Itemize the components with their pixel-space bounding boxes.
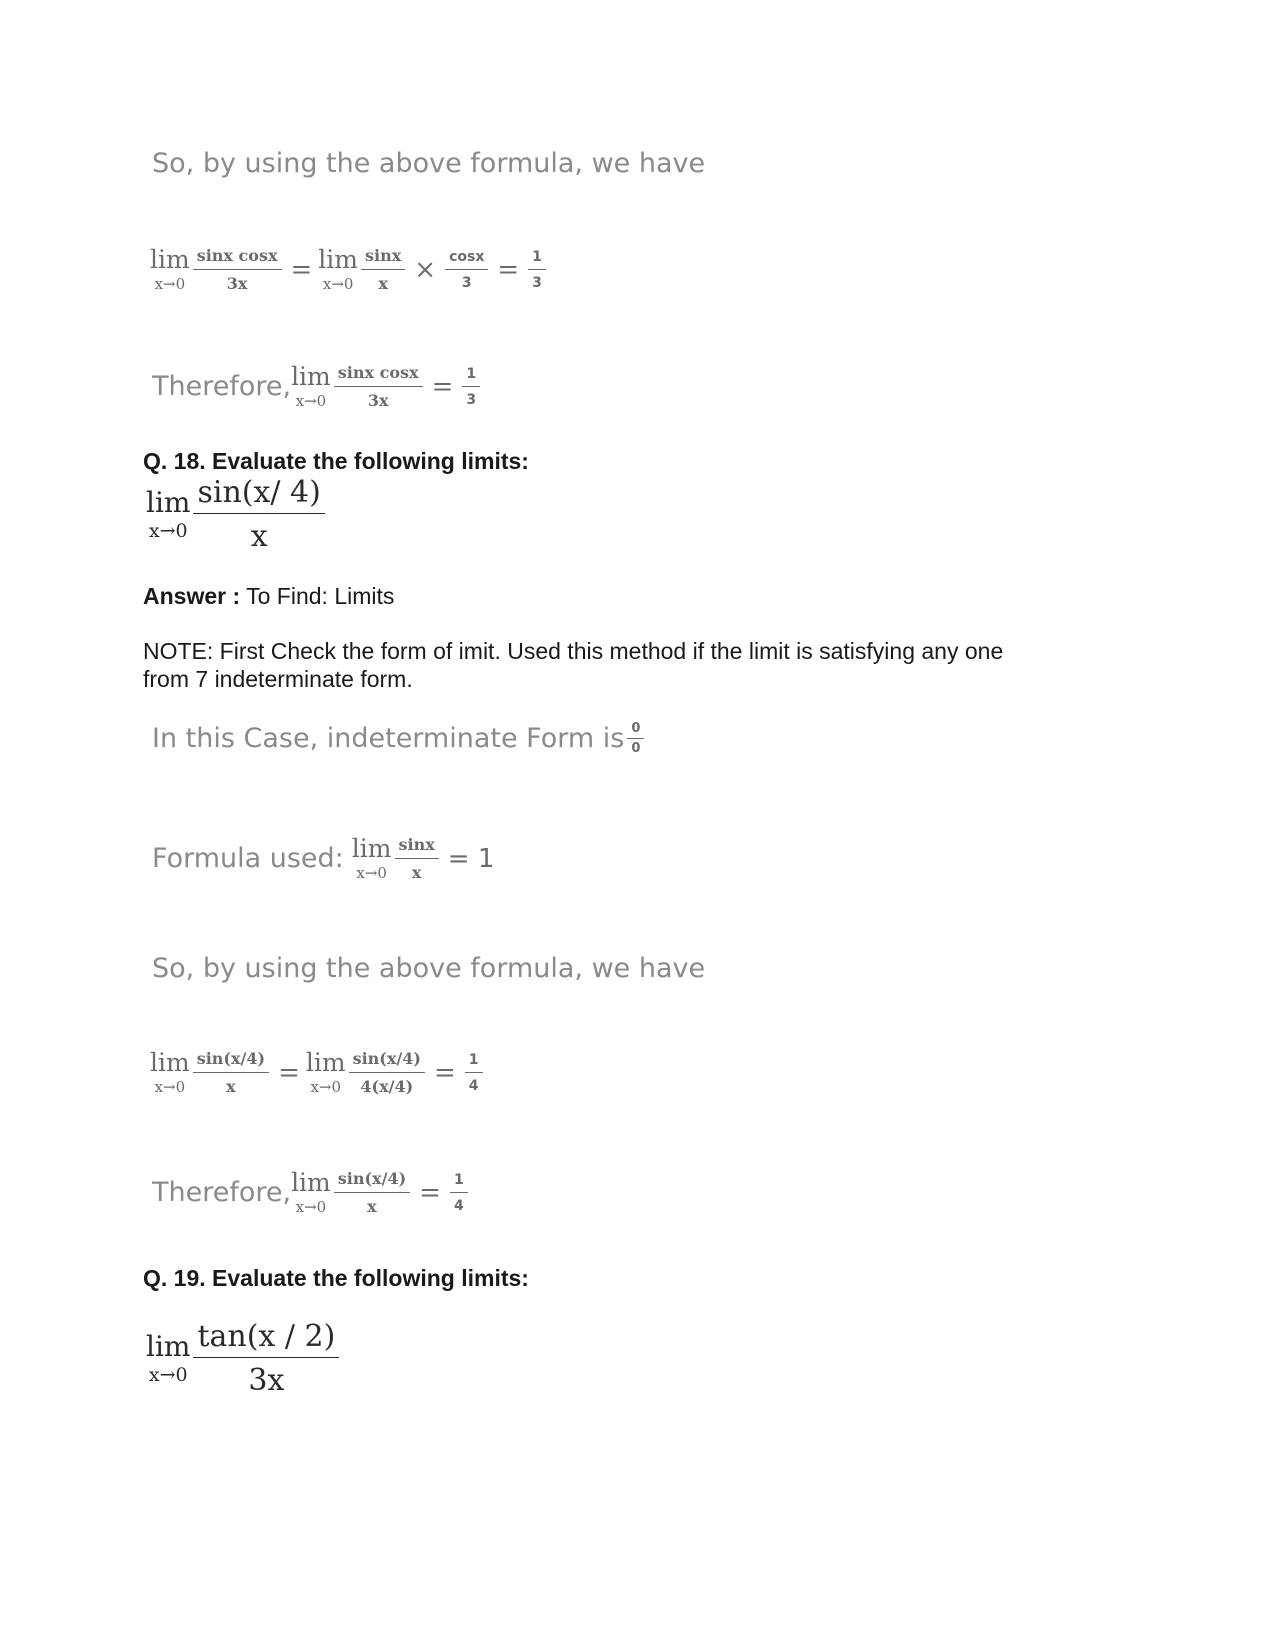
fraction — [349, 1048, 425, 1096]
fraction — [193, 1319, 339, 1398]
numerator: sinx cosx — [196, 245, 278, 265]
denominator: 3x — [248, 1363, 285, 1398]
fraction — [334, 1168, 410, 1216]
equals-sign: = — [419, 1177, 441, 1208]
numerator: tan(x / 2) — [197, 1319, 336, 1354]
denominator: x — [378, 273, 388, 293]
numerator: sinx — [398, 834, 435, 854]
denominator: 3 — [466, 391, 477, 408]
numerator: sin(x/4) — [352, 1048, 421, 1068]
lim-subscript: x→0 — [356, 864, 387, 882]
lim-word: lim — [305, 1048, 346, 1077]
lim-subscript: x→0 — [295, 392, 327, 410]
question-19-expression — [146, 1319, 342, 1398]
fraction — [465, 1053, 483, 1093]
question-19-heading: Q. 19. Evaluate the following limits: — [143, 1265, 529, 1291]
lim-subscript: x→0 — [154, 1078, 186, 1096]
fraction — [627, 722, 644, 755]
equals-sign: = — [497, 254, 520, 285]
indeterminate-form-line — [152, 722, 647, 755]
denominator: x — [411, 862, 422, 882]
case-text: In this Case, indeterminate Form is — [152, 723, 625, 754]
lim-word: lim — [150, 245, 190, 274]
lim-operator — [146, 486, 191, 542]
numerator: sin(x/4) — [196, 1048, 266, 1068]
denominator: 3 — [532, 274, 542, 291]
denominator: 3x — [367, 390, 389, 410]
lim-word: lim — [150, 1048, 190, 1077]
intro-line: So, by using the above formula, we have — [152, 148, 706, 179]
therefore-line-2 — [152, 1170, 471, 1215]
denominator: x — [226, 1076, 236, 1096]
limit-equation-2 — [150, 1050, 486, 1095]
lim-operator — [150, 1050, 190, 1095]
formula-used-line — [152, 836, 500, 881]
denominator: 3 — [461, 274, 472, 291]
denominator: x — [367, 1196, 377, 1216]
lim-operator — [291, 1170, 331, 1215]
lim-subscript: x→0 — [148, 1364, 188, 1386]
lim-word: lim — [291, 1168, 331, 1197]
lim-word: lim — [291, 362, 331, 391]
lim-operator — [306, 1050, 346, 1095]
lim-operator — [352, 836, 392, 881]
limit-equation-1 — [150, 247, 549, 292]
lim-operator — [291, 364, 331, 409]
equals-sign: = — [431, 371, 454, 402]
lim-word: lim — [351, 834, 392, 863]
numerator: sin(x/4) — [337, 1168, 407, 1188]
lim-subscript: x→0 — [310, 1078, 342, 1096]
question-18-expression — [146, 475, 328, 554]
lim-operator — [146, 1330, 191, 1386]
denominator: x — [250, 519, 268, 554]
denominator: 4(x/4) — [360, 1076, 414, 1096]
therefore-label: Therefore, — [152, 371, 292, 402]
lim-word: lim — [146, 486, 191, 519]
therefore-label: Therefore, — [152, 1177, 292, 1208]
denominator: 4 — [468, 1077, 479, 1094]
lim-subscript: x→0 — [148, 520, 188, 542]
note-line-1: NOTE: First Check the form of imit. Used this method if the limit is satisfying any one — [143, 638, 1004, 664]
equals-sign: = — [290, 254, 313, 285]
equals-sign: = — [433, 1057, 456, 1088]
numerator: sinx — [365, 245, 402, 265]
fraction — [361, 245, 405, 293]
denominator: 4 — [453, 1197, 464, 1214]
lim-subscript: x→0 — [154, 275, 186, 293]
fraction — [193, 475, 324, 554]
answer-label: Answer : — [143, 583, 241, 609]
formula-label: Formula used: — [152, 843, 344, 874]
numerator: 1 — [453, 1171, 464, 1188]
times-sign: × — [414, 254, 437, 285]
numerator: 1 — [466, 365, 477, 382]
note-line-2: from 7 indeterminate form. — [143, 666, 413, 692]
fraction — [193, 1048, 269, 1096]
lim-word: lim — [318, 245, 358, 274]
numerator: 1 — [532, 248, 542, 265]
lim-operator — [318, 247, 358, 292]
question-18-heading: Q. 18. Evaluate the following limits: — [143, 448, 529, 474]
denominator: 0 — [631, 741, 641, 756]
numerator: cosx — [449, 248, 485, 265]
fraction — [395, 834, 439, 882]
intro-line-2: So, by using the above formula, we have — [152, 953, 706, 984]
numerator: 0 — [631, 721, 641, 736]
fraction — [450, 1173, 468, 1213]
fraction — [445, 250, 488, 290]
lim-operator — [150, 247, 190, 292]
equals-one: = 1 — [447, 843, 495, 874]
numerator: sin(x/ 4) — [197, 475, 321, 510]
answer-line — [143, 583, 394, 610]
fraction — [462, 367, 480, 407]
answer-text: To Find: Limits — [240, 583, 395, 609]
lim-subscript: x→0 — [295, 1198, 327, 1216]
numerator: 1 — [468, 1051, 479, 1068]
numerator: sinx cosx — [337, 362, 419, 382]
lim-subscript: x→0 — [322, 275, 354, 293]
equals-sign: = — [278, 1057, 300, 1088]
lim-word: lim — [146, 1330, 191, 1363]
denominator: 3x — [226, 273, 248, 293]
fraction — [528, 250, 546, 290]
fraction — [193, 245, 282, 293]
therefore-line-1 — [152, 364, 483, 409]
fraction — [334, 362, 423, 410]
